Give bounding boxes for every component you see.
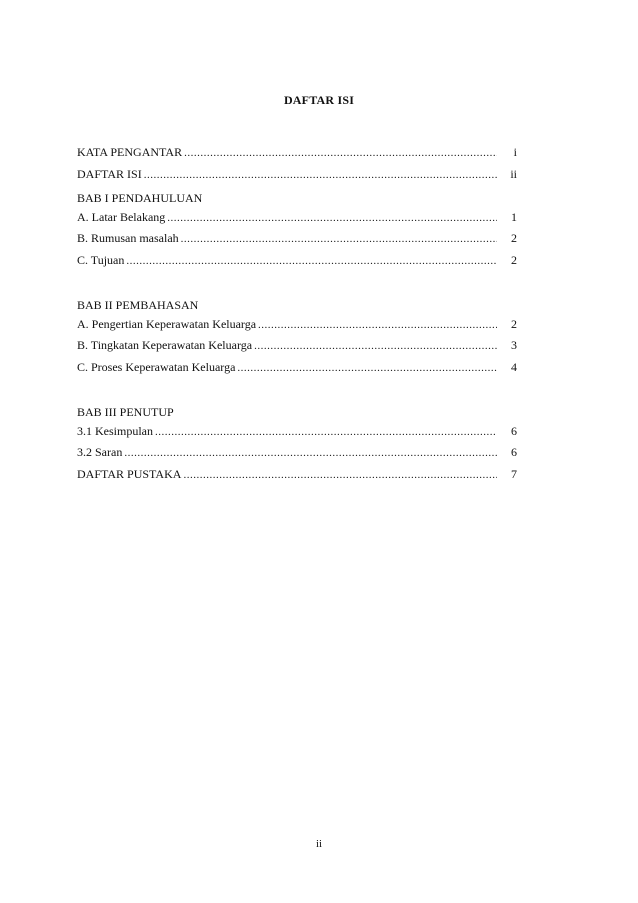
- toc-entry-daftar-pustaka: [77, 467, 517, 489]
- toc-entry-tujuan: [77, 253, 517, 275]
- toc-entry-page: 2: [511, 231, 517, 245]
- toc-entry-page: 4: [511, 359, 517, 374]
- page-number: ii: [315, 838, 323, 850]
- toc-entry-label: B. Rumusan masalah: [77, 231, 179, 245]
- toc-entry-label: 3.2 Saran: [77, 445, 123, 459]
- toc-entry-saran: [77, 445, 517, 467]
- toc-entry-label: C. Tujuan: [77, 252, 125, 267]
- toc-entry-label: DAFTAR ISI: [77, 166, 142, 181]
- toc-entry-page: 6: [511, 445, 517, 459]
- chapter-heading-bab-2: BAB II PEMBAHASAN: [77, 298, 199, 312]
- dot-leader: [258, 319, 497, 331]
- section-spacer: [77, 381, 517, 402]
- dot-leader: [167, 212, 497, 224]
- toc-entry-page: 2: [511, 316, 517, 331]
- toc-entry-page: 3: [511, 338, 517, 352]
- toc-entry-daftar-isi: [77, 167, 517, 189]
- dot-leader: [237, 362, 497, 374]
- toc-entry-label: KATA PENGANTAR: [77, 145, 183, 159]
- page-title: DAFTAR ISI: [283, 93, 355, 107]
- dot-leader: [184, 147, 497, 159]
- dot-leader: [144, 169, 497, 181]
- toc-entry-label: C. Proses Keperawatan Keluarga: [77, 359, 236, 374]
- dot-leader: [124, 447, 497, 459]
- dot-leader: [254, 340, 497, 352]
- toc-entry-label: B. Tingkatan Keperawatan Keluarga: [77, 338, 253, 352]
- chapter-heading-bab-3: BAB III PENUTUP: [77, 405, 174, 419]
- toc-entry-pengertian: [77, 317, 517, 339]
- toc-entry-rumusan-masalah: [77, 231, 517, 253]
- toc-entry-proses: [77, 360, 517, 382]
- toc-entry-label: DAFTAR PUSTAKA: [77, 466, 182, 481]
- toc-entry-label: A. Pengertian Keperawatan Keluarga: [77, 316, 257, 331]
- toc-entry-page: 2: [511, 252, 517, 267]
- dot-leader: [126, 255, 497, 267]
- toc-entry-page: i: [513, 145, 517, 159]
- toc-entry-page: ii: [510, 166, 517, 181]
- toc-entry-label: 3.1 Kesimpulan: [77, 423, 153, 438]
- dot-leader: [155, 426, 497, 438]
- section-spacer: [77, 274, 517, 295]
- toc-entry-page: 7: [511, 466, 517, 481]
- toc-entry-page: 1: [511, 209, 517, 224]
- toc-entry-kata-pengantar: [77, 145, 517, 167]
- toc-entry-tingkatan: [77, 338, 517, 360]
- toc-entry-label: A. Latar Belakang: [77, 209, 166, 224]
- toc-entry-page: 6: [511, 423, 517, 438]
- table-of-contents: [77, 145, 517, 488]
- chapter-heading-bab-1: BAB I PENDAHULUAN: [77, 191, 203, 205]
- dot-leader: [183, 469, 497, 481]
- toc-entry-kesimpulan: [77, 424, 517, 446]
- dot-leader: [181, 233, 497, 245]
- toc-entry-latar-belakang: [77, 210, 517, 232]
